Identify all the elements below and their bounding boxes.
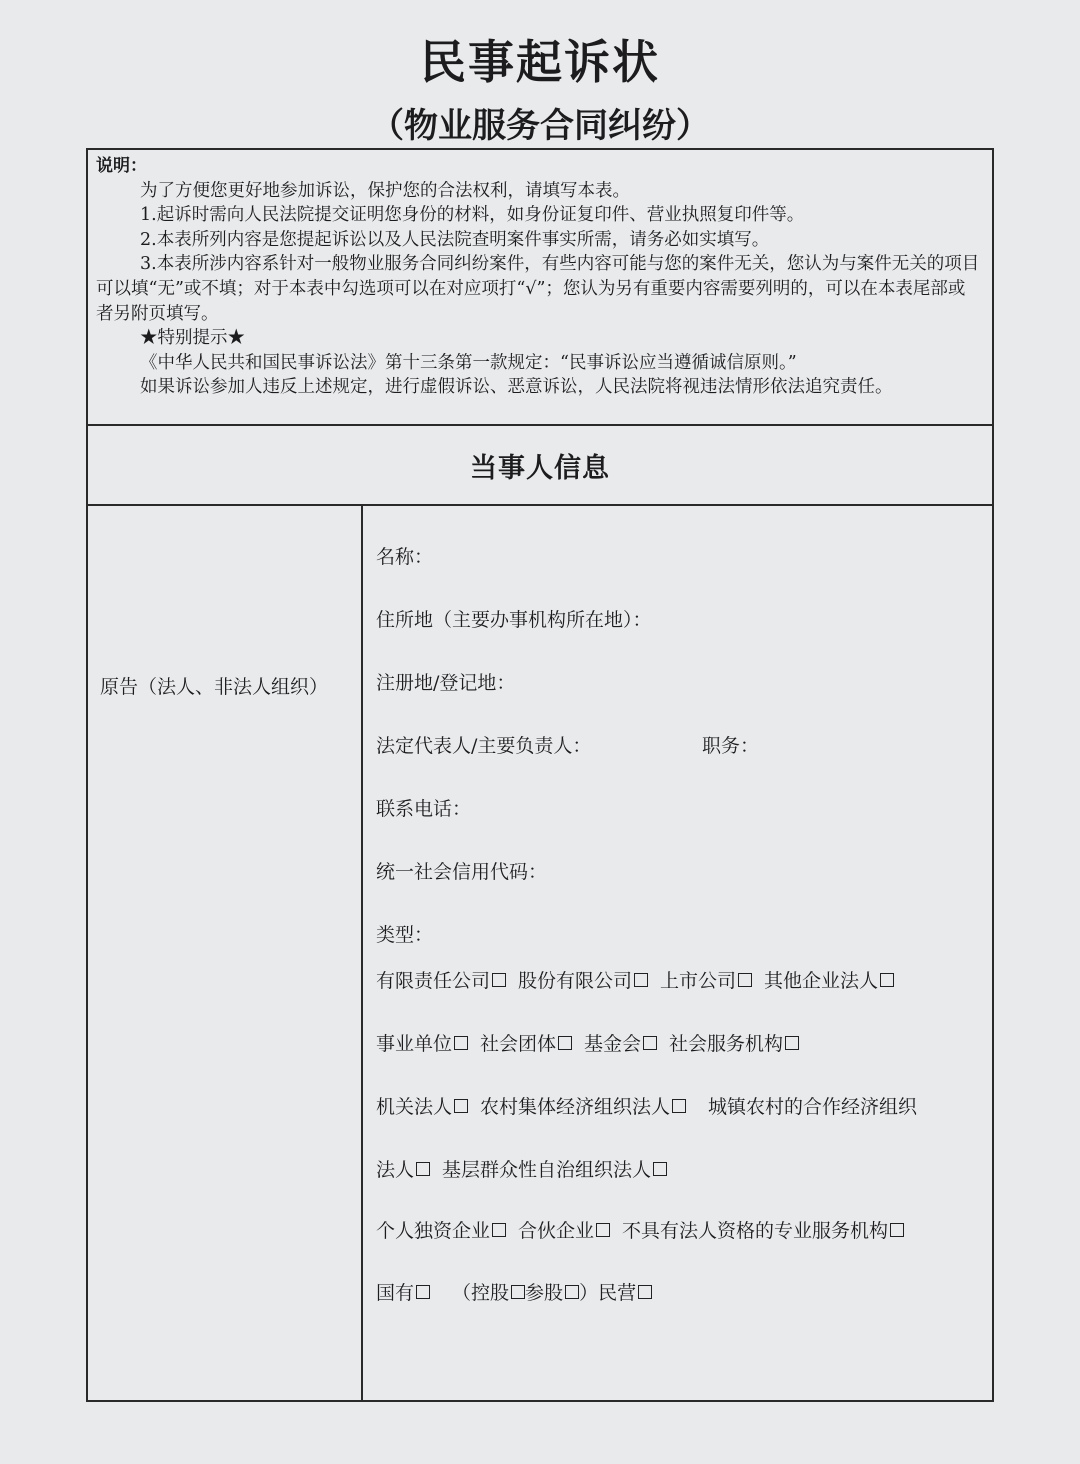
law-quote: 《中华人民共和国民事诉讼法》第十三条第一款规定：“民事诉讼应当遵循诚信原则。” xyxy=(140,352,797,373)
option-label: 事业单位 xyxy=(376,1033,453,1055)
type-options-row-5 xyxy=(376,1216,916,1243)
option-cooperative[interactable] xyxy=(376,1155,430,1182)
checkbox-icon[interactable] xyxy=(454,1099,468,1113)
checkbox-icon[interactable] xyxy=(890,1223,904,1237)
option-label: 农村集体经济组织法人 xyxy=(480,1096,671,1118)
type-options-row-4 xyxy=(376,1155,679,1182)
position-field[interactable]: 职务： xyxy=(702,735,760,757)
name-field[interactable]: 名称： xyxy=(376,546,434,568)
paren-open: （ xyxy=(452,1282,472,1304)
option-professional-service[interactable] xyxy=(622,1216,904,1243)
checkbox-icon[interactable] xyxy=(643,1036,657,1050)
instruction-item-2: 2.本表所列内容是您提起诉讼以及人民法院查明案件事实所需，请务必如实填写。 xyxy=(140,229,770,250)
plaintiff-label: 原告（法人、非法人组织） xyxy=(100,676,329,698)
option-state-owned[interactable] xyxy=(376,1278,430,1305)
phone-field[interactable]: 联系电话： xyxy=(376,798,472,820)
checkbox-icon[interactable] xyxy=(492,1223,506,1237)
type-options-row-6 xyxy=(376,1278,664,1305)
option-government-organ[interactable] xyxy=(376,1092,468,1119)
type-options-row-3 xyxy=(376,1092,917,1119)
option-sole-proprietorship[interactable] xyxy=(376,1216,506,1243)
option-label: 社会团体 xyxy=(480,1033,557,1055)
option-limited-company[interactable] xyxy=(376,966,506,993)
party-info-heading: 当事人信息 xyxy=(88,426,992,506)
ownership-subtype xyxy=(452,1278,598,1305)
option-label: 上市公司 xyxy=(660,970,737,992)
option-label: 民营 xyxy=(598,1282,637,1304)
instruction-item-1: 1.起诉时需向人民法院提交证明您身份的材料，如身份证复印件、营业执照复印件等。 xyxy=(140,205,805,226)
instructions-intro: 为了方便您更好地参加诉讼，保护您的合法权利，请填写本表。 xyxy=(140,180,630,201)
document-title: 民事起诉状 xyxy=(420,35,660,89)
option-private[interactable] xyxy=(598,1278,652,1305)
checkbox-icon[interactable] xyxy=(880,973,894,987)
option-grassroots-autonomous[interactable] xyxy=(442,1155,667,1182)
checkbox-icon[interactable] xyxy=(416,1285,430,1299)
checkbox-icon[interactable] xyxy=(638,1285,652,1299)
checkbox-icon[interactable] xyxy=(785,1036,799,1050)
option-label: 合伙企业 xyxy=(518,1220,595,1242)
instructions-section xyxy=(88,150,992,426)
checkbox-icon[interactable] xyxy=(492,973,506,987)
checkbox-icon[interactable] xyxy=(454,1036,468,1050)
checkbox-icon[interactable] xyxy=(672,1099,686,1113)
option-label: 法人 xyxy=(376,1159,415,1181)
option-label: 不具有法人资格的专业服务机构 xyxy=(622,1220,889,1242)
complaint-form-table xyxy=(86,148,994,1402)
legal-rep-field[interactable]: 法定代表人/主要负责人： xyxy=(376,735,592,757)
type-label: 类型： xyxy=(376,924,434,946)
option-label: 基金会 xyxy=(584,1033,642,1055)
option-social-service-org[interactable] xyxy=(669,1029,799,1056)
credit-code-field[interactable]: 统一社会信用代码： xyxy=(376,861,548,883)
option-label: 其他企业法人 xyxy=(764,970,879,992)
checkbox-icon[interactable] xyxy=(565,1285,579,1299)
instruction-item-3: 3.本表所涉内容系针对一般物业服务合同纠纷案件，有些内容可能与您的案件无关，您认为与案件无关的项目可以填“无”或不填；对于本表中勾选项可以在对应项打“√”；您认为另有重要内容需要列明的，可以在本表尾部或者另附页填写。 xyxy=(96,254,980,324)
option-rural-collective[interactable] xyxy=(480,1092,686,1119)
paren-close: ） xyxy=(579,1282,599,1304)
false-litigation-warning: 如果诉讼参加人违反上述规定，进行虚假诉讼、恶意诉讼，人民法院将视违法情形依法追究责任。 xyxy=(140,377,893,398)
option-listed-company[interactable] xyxy=(660,966,752,993)
party-label-column xyxy=(88,506,363,1400)
option-label: 股份有限公司 xyxy=(518,970,633,992)
registered-place-field[interactable]: 注册地/登记地： xyxy=(376,672,516,694)
checkbox-icon[interactable] xyxy=(653,1162,667,1176)
domicile-field[interactable]: 住所地（主要办事机构所在地）： xyxy=(376,609,652,631)
checkbox-icon[interactable] xyxy=(511,1285,525,1299)
option-label: 有限责任公司 xyxy=(376,970,491,992)
checkbox-icon[interactable] xyxy=(558,1036,572,1050)
option-other-enterprise[interactable] xyxy=(764,966,894,993)
checkbox-icon[interactable] xyxy=(416,1162,430,1176)
checkbox-icon[interactable] xyxy=(634,973,648,987)
document-subtitle: （物业服务合同纠纷） xyxy=(370,106,710,146)
checkbox-icon[interactable] xyxy=(738,973,752,987)
option-public-institution[interactable] xyxy=(376,1029,468,1056)
option-cooperative-label: 城镇农村的合作经济组织 xyxy=(708,1096,918,1118)
option-label: 国有 xyxy=(376,1282,415,1304)
option-partnership[interactable] xyxy=(518,1216,610,1243)
option-label: 社会服务机构 xyxy=(669,1033,784,1055)
option-holding: 控股 xyxy=(471,1282,510,1304)
type-options-row-1 xyxy=(376,966,906,993)
option-joint-stock-company[interactable] xyxy=(518,966,648,993)
instructions-heading: 说明： xyxy=(96,156,147,176)
type-options-row-2 xyxy=(376,1029,811,1056)
option-label: 基层群众性自治组织法人 xyxy=(442,1159,652,1181)
option-foundation[interactable] xyxy=(584,1029,657,1056)
option-participating: 参股 xyxy=(525,1282,564,1304)
option-label: 机关法人 xyxy=(376,1096,453,1118)
special-tip-heading: ★特别提示★ xyxy=(140,328,245,349)
option-label: 个人独资企业 xyxy=(376,1220,491,1242)
option-social-group[interactable] xyxy=(480,1029,572,1056)
checkbox-icon[interactable] xyxy=(596,1223,610,1237)
